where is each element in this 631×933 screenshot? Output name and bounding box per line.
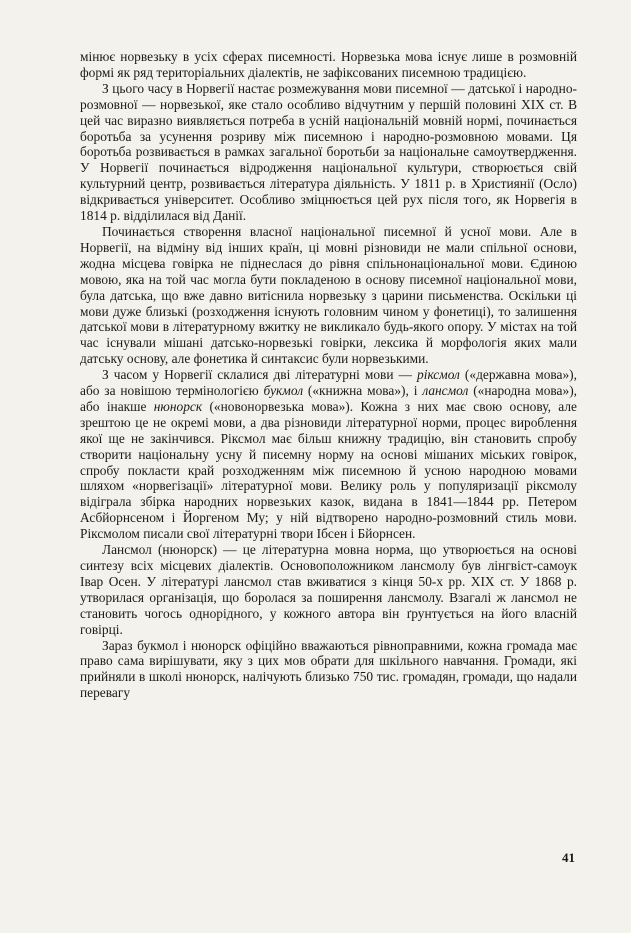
page-number: 41 [562,850,575,865]
text-column [80,49,577,701]
italic-term: нюнорск [153,398,203,414]
italic-term: лансмол [422,383,469,399]
text-run: («народна мова»), або інакше [80,383,578,414]
text-run: («книжна мова»), і [303,383,423,399]
italic-term: ріксмол [417,367,460,383]
paragraph [80,638,577,702]
italic-term: букмол [263,383,304,399]
text-run: Лансмол (нюнорск) — це літературна мовна норма, що утворюється на основі синтезу всіх місцевих діалектів. Основоположником лансмолу був лінгвіст-самоук Івар Осен. У літературі лансмол став вживатися з кінця 50-х рр. XIX ст. У 1868 р. утворилася організація, що боролася за поширення лансмолу. Взагалі ж лансмол не становить чогось однорідного, у кожного автора він ґрунтується на його власній говірці. [80,542,577,637]
paragraph [80,49,577,81]
paragraph [80,224,577,367]
text-run: З часом у Норвегії склалися дві літературні мови — [102,367,418,383]
text-run: («новонорвезька мова»). Кожна з них має свою основу, але зрештою це не окремі мови, а два різновиди літературної норми, процес вироблення якої ще не закінчився. Ріксмол має більш книжну традицію, він становить спробу створити національну усну й писемну норму на основі мішаних міських говірок, спробу покласти край розходженням між писемною й усною народною мовами шляхом «норвегізації» літературної мови. Велику роль у популяризації ріксмолу відіграла збірка народних норвезьких казок, видана в 1841—1844 рр. Петером Асбйорнсеном і Йоргеном Му; у ній відтворено народно-розмовний стиль мови. Ріксмолом писали свої літературні твори Ібсен і Бйорнсен. [80,398,577,542]
text-run: З цього часу в Норвегії настає розмежування мови писемної — датської і народно-розмовної — норвезької, яке стало особливо відчутним у першій половині XIX ст. В цей час виразно виявляється потреба в усній національній мовній нормі, починається боротьба за усунення розриву між писемною і народно-розмовною мовами. Ця боротьба розвивається в рамках загальної боротьби за національне самоутвердження. У Норвегії починається відродження національної культури, створюється свій культурний центр, розвивається література діяльність. У 1811 р. в Християнії (Осло) відкривається університет. Особливо зміцнюється цей рух після того, як Норвегія в 1814 р. відділилася від Данії. [80,80,577,224]
text-run: Починається створення власної національної писемної й усної мови. Але в Норвегії, на відміну від інших країн, ці мовні різновиди не мали спільної основи, жодна місцева говірка не піднеслася до рівня спільнонаціональної мови. Єдиною мовою, яка на той час могла бути покладеною в основу писемної національної мови, була датська, що вже давно витіснила норвезьку з царини письменства. Оскільки ці мови дуже близькі (розходження існують головним чином у фонетиці), то залишення датської мови в літературному вжитку не викликало будь-якого опору. У містах на той час існували мішані датсько-норвезькі говірки, лексика й морфологія яких мали датську основу, але фонетика й синтаксис були норвезькими. [80,223,577,367]
text-run: Зараз букмол і нюнорск офіційно вважаються рівноправними, кожна громада має право сама вирішувати, яку з цих мов обрати для шкільного навчання. Громади, які прийняли в школі нюнорск, налічують близько 750 тис. громадян, громади, що надали перевагу [80,637,577,701]
paragraph [80,367,577,542]
text-run: мінює норвезьку в усіх сферах писемності. Норвезька мова існує лише в розмовній формі як ряд територіальних діалектів, не зафіксованих писемною традицією. [80,49,577,80]
text-run: («державна мова»), або за новішою термінологією [80,367,577,399]
paragraph [80,81,577,224]
paragraph [80,542,577,637]
